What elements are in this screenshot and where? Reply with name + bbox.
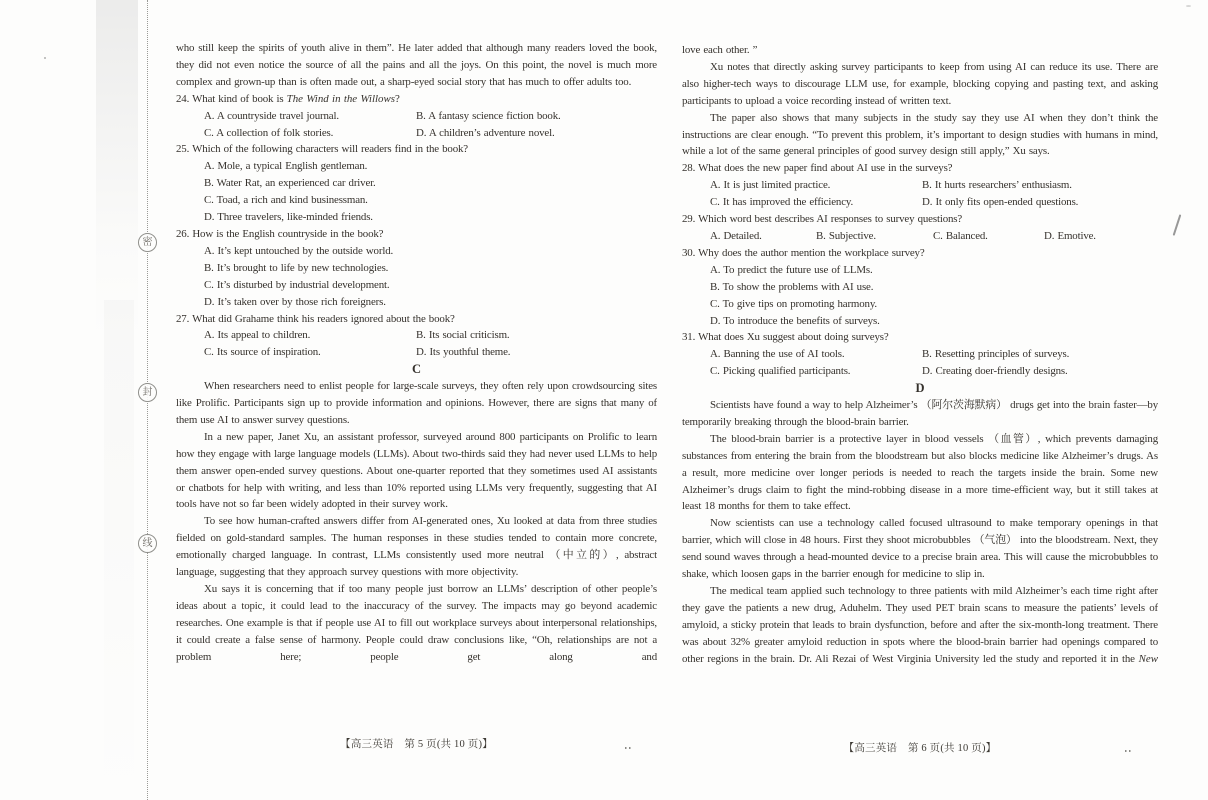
seal-char-mi: 密: [138, 233, 157, 252]
passage-b-continuation: who still keep the spirits of youth alive in them”. He later added that although many readers loved the book, they did not even notice the source of all the pains and all the joys. On this point, the novel is much more complex and grown-up than is often made out, a sharp-eyed social story that has much to offer adults too.: [176, 42, 657, 88]
book-title-italic: The Wind in the Willows: [286, 92, 395, 105]
scan-fold-shadow: [96, 0, 138, 340]
option-b: B. Water Rat, an experienced car driver.: [204, 177, 376, 190]
option-b: B. A fantasy science fiction book.: [416, 109, 561, 122]
option-c: C. Balanced.: [933, 229, 988, 242]
option-c: C. It has improved the efficiency.: [710, 196, 854, 209]
question-31-stem: 31. What does Xu suggest about doing surveys?: [682, 331, 889, 344]
option-a: A. Mole, a typical English gentleman.: [204, 160, 368, 173]
option-b: B. Its social criticism.: [416, 329, 510, 342]
option-c: C. Toad, a rich and kind businessman.: [204, 194, 368, 207]
question-30-options: [682, 262, 1158, 330]
question-29: [682, 211, 1158, 245]
option-c: C. Its source of inspiration.: [204, 346, 321, 359]
question-30-stem: 30. Why does the author mention the workplace survey?: [682, 246, 925, 259]
question-25-stem: 25. Which of the following characters will readers find in the book?: [176, 143, 468, 156]
option-c: C. To give tips on promoting harmony.: [710, 297, 877, 310]
question-24: [176, 91, 657, 142]
option-a: A. It’s kept untouched by the outside world.: [204, 244, 394, 257]
question-28-options: [682, 177, 1158, 211]
section-c-header: C: [412, 362, 421, 377]
passage-c-paragraph-4: Xu says it is concerning that if too many people just borrow an LLMs’ description of other people’s ideas about a topic, it could lead to the inaccuracy of the survey. The impacts may go beyond academic researches. One example is that if people use AI to fill out workplace surveys about interpersonal relationships, it could create a false sense of harmony. People could draw conclusions like, “Oh, relationships are not a problem here; people get along and: [176, 583, 657, 663]
option-d: D. It only fits open-ended questions.: [922, 196, 1079, 209]
passage-d-paragraph-4: [682, 583, 1158, 668]
passage-c-paragraph-6: The paper also shows that many subjects in the study say they use AI when they don’t think the instructions are clear enough. “To prevent this problem, it’s important to design studies with humans in mind, while a lot of the same general principles of good survey design still apply,” Xu says.: [682, 111, 1158, 158]
passage-d-paragraph-1: Scientists have found a way to help Alzheimer’s （阿尔茨海默病） drugs get into the brain faster—by temporarily breaking through the blood-brain barrier.: [682, 399, 1158, 428]
passage-c-paragraph-1: When researchers need to enlist people for large-scale surveys, they often rely upon crowdsourcing sites like Prolific. Participants sign up to provide information and opinions. However, there are signs that many of them use AI to answer survey questions.: [176, 380, 657, 426]
question-27: [176, 311, 657, 362]
option-a: A. Banning the use of AI tools.: [710, 348, 845, 361]
stem-text: 24. What kind of book is: [176, 92, 287, 105]
question-26-options: [176, 243, 657, 311]
question-27-stem: 27. What did Grahame think his readers ignored about the book?: [176, 312, 455, 325]
page-6-footer: 【高三英语 第 6 页(共 10 页)】: [843, 743, 997, 754]
question-31: [682, 329, 1158, 380]
question-30: [682, 245, 1158, 330]
option-c: C. Picking qualified participants.: [710, 365, 851, 378]
option-b: B. Resetting principles of surveys.: [922, 348, 1070, 361]
question-26: [176, 226, 657, 311]
question-29-options: [682, 228, 1158, 245]
passage-c-paragraph-3: To see how human-crafted answers differ from AI-generated ones, Xu looked at data from three studies fielded on gold-standard samples. The human responses in these studies tended to contain more concrete, emotionally charged language. In contrast, LLMs consistently used more neutral （中立的）, abstract language, suggesting that they approach survey questions with more objectivity.: [176, 515, 657, 579]
option-d: D. Its youthful theme.: [416, 346, 511, 359]
question-28: [682, 160, 1158, 211]
scan-fold-shadow-lower: [104, 300, 134, 800]
question-24-stem: [176, 91, 657, 108]
option-d: D. A children’s adventure novel.: [416, 126, 555, 139]
option-d: D. Three travelers, like-minded friends.: [204, 211, 373, 224]
option-a: A. Detailed.: [710, 229, 762, 242]
stem-text: ?: [394, 92, 400, 105]
question-25-options: [176, 158, 657, 226]
scan-speck: [44, 57, 46, 59]
question-27-options: [176, 327, 657, 361]
option-a: A. A countryside travel journal.: [204, 109, 339, 122]
passage-c-paragraph-4-end: love each other. ”: [682, 44, 758, 56]
question-24-options: [176, 108, 657, 142]
option-b: B. Subjective.: [816, 229, 876, 242]
scan-speck: [1186, 5, 1191, 7]
page-5-footer: 【高三英语 第 5 页(共 10 页)】: [340, 739, 493, 750]
question-29-stem: 29. Which word best describes AI responses to survey questions?: [682, 213, 963, 226]
option-b: B. It’s brought to life by new technologies.: [204, 261, 389, 274]
option-d: D. To introduce the benefits of surveys.: [710, 314, 880, 327]
scan-mark-slash: [1173, 214, 1181, 235]
section-d-header: D: [915, 381, 925, 396]
option-d: D. Emotive.: [1044, 229, 1096, 242]
option-a: A. To predict the future use of LLMs.: [710, 263, 873, 276]
page-right: [682, 42, 1158, 742]
option-b: B. It hurts researchers’ enthusiasm.: [922, 179, 1072, 192]
passage-c-paragraph-5: Xu notes that directly asking survey participants to keep from using AI can reduce its use. There are also higher-tech ways to discourage LLM use, for example, blocking copying and pasting text, and asking participants to upload a voice recording instead of written text.: [682, 60, 1158, 107]
passage-c-paragraph-2: In a new paper, Janet Xu, an assistant professor, surveyed around 800 participants on Prolific to learn how they engage with large language models (LLMs). About two-thirds said they had never used LLMs to help them answer open-ended survey questions. About one-quarter reported that they sometimes used AI assistants or chatbots for help with writing, and less than 10% reported using LLMs very frequently, suggesting that AI tools have not so far been widely adopted in their survey work.: [176, 430, 657, 511]
option-a: A. It is just limited practice.: [710, 179, 831, 192]
seal-char-feng: 封: [138, 383, 157, 402]
question-31-options: [682, 346, 1158, 380]
paragraph-text: The medical team applied such technology to three patients with mild Alzheimer’s each time right after they gave the patients a new drug, Aduhelm. They used PET brain scans to measure the patients’ levels of amyloid, a sticky protein that leads to brain dysfunction, before and after the six-month-long treatment. There was about 32% greater amyloid reduction in spots where the blood-brain barrier had openings compared to other regions in the brain. Dr. Ali Rezai of West Virginia University led the study and reported it in the: [682, 585, 1158, 665]
question-26-stem: 26. How is the English countryside in the book?: [176, 227, 384, 240]
journal-name-italic: New: [1138, 652, 1158, 665]
seal-char-xian: 线: [138, 534, 157, 553]
question-25: [176, 141, 657, 226]
option-a: A. Its appeal to children.: [204, 329, 311, 342]
option-c: C. It’s disturbed by industrial development.: [204, 278, 390, 291]
passage-d-paragraph-3: Now scientists can use a technology called focused ultrasound to make temporary openings in that barrier, which will close in 48 hours. First they shoot microbubbles （气泡） into the bloodstream. Next, they send sound waves through a head-mounted device to a precise brain area. This will cause the microbubbles to shake, which loosen gaps in the barrier enough for medicine to slip in.: [682, 517, 1158, 581]
option-d: D. It’s taken over by those rich foreigners.: [204, 295, 386, 308]
question-28-stem: 28. What does the new paper find about AI use in the surveys?: [682, 162, 953, 175]
option-c: C. A collection of folk stories.: [204, 126, 334, 139]
option-d: D. Creating doer-friendly designs.: [922, 365, 1068, 378]
option-b: B. To show the problems with AI use.: [710, 280, 874, 293]
page-left: [176, 40, 657, 738]
passage-d-paragraph-2: The blood-brain barrier is a protective layer in blood vessels （血管）, which prevents damaging substances from entering the brain from the bloodstream but also blocks medicine like Alzheimer’s drugs. As a result, more medicine over longer periods is needed to reach the targets inside the brain. Some new Alzheimer’s drugs claim to fight the mind-robbing disease in a more time-efficient way, but it still takes at least 18 months for them to take effect.: [682, 432, 1158, 513]
